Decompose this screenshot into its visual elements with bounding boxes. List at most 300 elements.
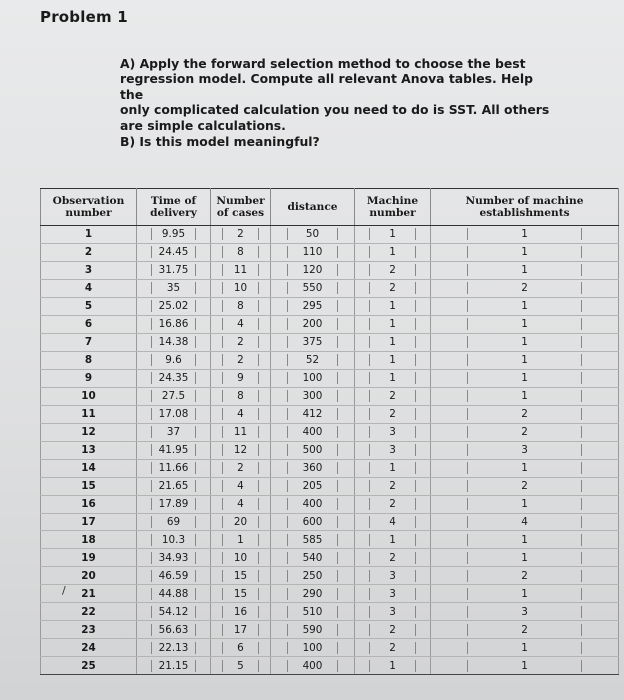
table-cell bbox=[211, 243, 271, 261]
table-row bbox=[41, 243, 619, 261]
cell-value: 41.95 bbox=[151, 444, 197, 456]
table-cell bbox=[431, 387, 619, 405]
question-line: A) Apply the forward selection method to choose the best bbox=[120, 56, 526, 71]
table-cell bbox=[211, 549, 271, 567]
table-cell bbox=[355, 333, 431, 351]
cell-value: 3 bbox=[369, 606, 416, 618]
table-cell bbox=[431, 639, 619, 657]
table-cell bbox=[355, 639, 431, 657]
table-cell bbox=[431, 531, 619, 549]
table-cell bbox=[431, 459, 619, 477]
question-line: are simple calculations. bbox=[120, 117, 286, 133]
cell-value: 35 bbox=[151, 282, 197, 294]
table-cell bbox=[431, 243, 619, 261]
table-cell bbox=[211, 639, 271, 657]
table-cell bbox=[137, 369, 211, 387]
table-cell bbox=[271, 279, 355, 297]
cell-value: 1 bbox=[467, 588, 581, 600]
cell-value: 2 bbox=[467, 282, 581, 294]
cell-value: 24.35 bbox=[151, 372, 197, 384]
observation-number-cell: 25 bbox=[41, 657, 137, 675]
table-cell bbox=[211, 369, 271, 387]
table-cell bbox=[137, 423, 211, 441]
table-cell bbox=[137, 387, 211, 405]
table-cell bbox=[431, 423, 619, 441]
table-row bbox=[41, 333, 619, 351]
cell-value: 11.66 bbox=[151, 462, 197, 474]
table-cell bbox=[211, 297, 271, 315]
table-cell bbox=[211, 226, 271, 244]
observation-number-cell: 8 bbox=[41, 351, 137, 369]
cell-value: 2 bbox=[467, 426, 581, 438]
observation-number-cell: 6 bbox=[41, 315, 137, 333]
table-cell bbox=[431, 549, 619, 567]
cell-value: 2 bbox=[222, 228, 259, 240]
cell-value: 4 bbox=[467, 516, 581, 528]
table-cell bbox=[355, 567, 431, 585]
table-cell bbox=[137, 603, 211, 621]
table-row bbox=[41, 567, 619, 585]
cell-value: 1 bbox=[369, 300, 416, 312]
table-row bbox=[41, 657, 619, 675]
cell-value: 510 bbox=[287, 606, 339, 618]
cell-value: 10 bbox=[222, 282, 259, 294]
cell-value: 24.45 bbox=[151, 246, 197, 258]
cell-value: 1 bbox=[467, 498, 581, 510]
cell-value: 100 bbox=[287, 642, 339, 654]
table-cell bbox=[271, 226, 355, 244]
cell-value: 3 bbox=[369, 588, 416, 600]
cell-value: 1 bbox=[467, 300, 581, 312]
cell-value: 10 bbox=[222, 552, 259, 564]
cell-value: 2 bbox=[369, 390, 416, 402]
table-cell bbox=[431, 315, 619, 333]
cell-value: 22.13 bbox=[151, 642, 197, 654]
cell-value: 14.38 bbox=[151, 336, 197, 348]
observation-number-cell: 4 bbox=[41, 279, 137, 297]
cell-value: 2 bbox=[369, 480, 416, 492]
cell-value: 2 bbox=[222, 462, 259, 474]
cell-value: 54.12 bbox=[151, 606, 197, 618]
column-header: distance bbox=[271, 189, 355, 226]
table-cell bbox=[355, 531, 431, 549]
cell-value: 2 bbox=[369, 552, 416, 564]
cell-value: 2 bbox=[369, 408, 416, 420]
table-cell bbox=[355, 621, 431, 639]
table-cell bbox=[271, 387, 355, 405]
table-cell bbox=[137, 279, 211, 297]
cell-value: 1 bbox=[467, 246, 581, 258]
table-cell bbox=[355, 315, 431, 333]
cell-value: 8 bbox=[222, 246, 259, 258]
table-row bbox=[41, 477, 619, 495]
table-cell bbox=[137, 351, 211, 369]
table-cell bbox=[431, 261, 619, 279]
cell-value: 1 bbox=[467, 354, 581, 366]
table-cell bbox=[211, 333, 271, 351]
table-cell bbox=[431, 297, 619, 315]
table-cell bbox=[211, 477, 271, 495]
table-cell bbox=[271, 351, 355, 369]
table-cell bbox=[355, 495, 431, 513]
cell-value: 4 bbox=[369, 516, 416, 528]
cell-value: 25.02 bbox=[151, 300, 197, 312]
table-row bbox=[41, 315, 619, 333]
cell-value: 1 bbox=[467, 534, 581, 546]
question-line: regression model. Compute all relevant Anova tables. Help the bbox=[120, 71, 533, 102]
table-cell bbox=[271, 333, 355, 351]
observation-number-cell: 9 bbox=[41, 369, 137, 387]
cell-value: 1 bbox=[369, 372, 416, 384]
cell-value: 3 bbox=[467, 444, 581, 456]
cell-value: 2 bbox=[222, 336, 259, 348]
table-cell bbox=[211, 315, 271, 333]
cell-value: 290 bbox=[287, 588, 339, 600]
data-table-container bbox=[40, 188, 618, 675]
table-row bbox=[41, 621, 619, 639]
cell-value: 3 bbox=[467, 606, 581, 618]
table-cell bbox=[355, 351, 431, 369]
table-cell bbox=[137, 585, 211, 603]
table-cell bbox=[211, 567, 271, 585]
table-cell bbox=[271, 531, 355, 549]
cell-value: 31.75 bbox=[151, 264, 197, 276]
table-cell bbox=[431, 513, 619, 531]
cell-value: 300 bbox=[287, 390, 339, 402]
cell-value: 8 bbox=[222, 300, 259, 312]
table-row bbox=[41, 531, 619, 549]
cell-value: 16.86 bbox=[151, 318, 197, 330]
cell-value: 4 bbox=[222, 318, 259, 330]
table-cell bbox=[271, 567, 355, 585]
table-cell bbox=[137, 513, 211, 531]
cell-value: 5 bbox=[222, 660, 259, 672]
table-cell bbox=[271, 495, 355, 513]
table-cell bbox=[271, 585, 355, 603]
table-cell bbox=[137, 477, 211, 495]
table-cell bbox=[431, 279, 619, 297]
cell-value: 1 bbox=[467, 372, 581, 384]
cell-value: 1 bbox=[467, 660, 581, 672]
table-cell bbox=[355, 585, 431, 603]
cell-value: 500 bbox=[287, 444, 339, 456]
cell-value: 1 bbox=[467, 390, 581, 402]
table-cell bbox=[355, 459, 431, 477]
table-row bbox=[41, 297, 619, 315]
table-cell bbox=[211, 513, 271, 531]
table-header-row bbox=[41, 189, 619, 226]
cell-value: 590 bbox=[287, 624, 339, 636]
table-cell bbox=[211, 657, 271, 675]
observation-number-cell: 15 bbox=[41, 477, 137, 495]
cell-value: 17.89 bbox=[151, 498, 197, 510]
table-cell bbox=[271, 477, 355, 495]
table-cell bbox=[271, 423, 355, 441]
table-row bbox=[41, 495, 619, 513]
column-header: Observation number bbox=[41, 189, 137, 226]
table-cell bbox=[211, 261, 271, 279]
table-cell bbox=[355, 603, 431, 621]
table-cell bbox=[355, 477, 431, 495]
cell-value: 550 bbox=[287, 282, 339, 294]
cell-value: 1 bbox=[467, 462, 581, 474]
observation-number-cell: 24 bbox=[41, 639, 137, 657]
cell-value: 1 bbox=[369, 354, 416, 366]
cell-value: 4 bbox=[222, 498, 259, 510]
table-cell bbox=[355, 369, 431, 387]
cell-value: 200 bbox=[287, 318, 339, 330]
observation-number-cell: 21 bbox=[41, 585, 137, 603]
cell-value: 16 bbox=[222, 606, 259, 618]
cell-value: 15 bbox=[222, 588, 259, 600]
cell-value: 27.5 bbox=[151, 390, 197, 402]
table-row bbox=[41, 603, 619, 621]
table-cell bbox=[431, 226, 619, 244]
table-cell bbox=[271, 603, 355, 621]
question-line: only complicated calculation you need to do is SST. All others bbox=[120, 102, 550, 118]
cell-value: 110 bbox=[287, 246, 339, 258]
cell-value: 37 bbox=[151, 426, 197, 438]
table-cell bbox=[137, 495, 211, 513]
cell-value: 21.15 bbox=[151, 660, 197, 672]
table-cell bbox=[211, 621, 271, 639]
pen-mark: / bbox=[62, 584, 66, 597]
cell-value: 120 bbox=[287, 264, 339, 276]
table-cell bbox=[431, 405, 619, 423]
observation-number-cell: 10 bbox=[41, 387, 137, 405]
cell-value: 20 bbox=[222, 516, 259, 528]
cell-value: 400 bbox=[287, 498, 339, 510]
table-cell bbox=[137, 261, 211, 279]
table-cell bbox=[137, 441, 211, 459]
observation-number-cell: 5 bbox=[41, 297, 137, 315]
cell-value: 540 bbox=[287, 552, 339, 564]
table-cell bbox=[211, 441, 271, 459]
table-cell bbox=[137, 459, 211, 477]
table-cell bbox=[355, 423, 431, 441]
cell-value: 600 bbox=[287, 516, 339, 528]
table-cell bbox=[355, 279, 431, 297]
table-cell bbox=[355, 243, 431, 261]
table-cell bbox=[431, 441, 619, 459]
table-body bbox=[41, 226, 619, 675]
cell-value: 400 bbox=[287, 660, 339, 672]
table-cell bbox=[355, 441, 431, 459]
column-header: Time of delivery bbox=[137, 189, 211, 226]
question-line: B) Is this model meaningful? bbox=[120, 134, 320, 150]
table-cell bbox=[271, 657, 355, 675]
cell-value: 1 bbox=[369, 228, 416, 240]
cell-value: 2 bbox=[467, 408, 581, 420]
table-row bbox=[41, 387, 619, 405]
table-cell bbox=[211, 495, 271, 513]
table-cell bbox=[271, 459, 355, 477]
cell-value: 50 bbox=[287, 228, 339, 240]
cell-value: 3 bbox=[369, 570, 416, 582]
cell-value: 11 bbox=[222, 426, 259, 438]
cell-value: 3 bbox=[369, 444, 416, 456]
cell-value: 1 bbox=[467, 228, 581, 240]
cell-value: 2 bbox=[369, 498, 416, 510]
table-row bbox=[41, 423, 619, 441]
cell-value: 4 bbox=[222, 480, 259, 492]
table-row bbox=[41, 585, 619, 603]
cell-value: 3 bbox=[369, 426, 416, 438]
cell-value: 2 bbox=[467, 624, 581, 636]
question-text bbox=[120, 56, 560, 149]
observation-number-cell: 17 bbox=[41, 513, 137, 531]
observation-number-cell: 18 bbox=[41, 531, 137, 549]
table-cell bbox=[211, 531, 271, 549]
table-cell bbox=[355, 261, 431, 279]
cell-value: 11 bbox=[222, 264, 259, 276]
cell-value: 295 bbox=[287, 300, 339, 312]
observation-number-cell: 11 bbox=[41, 405, 137, 423]
table-cell bbox=[271, 243, 355, 261]
cell-value: 21.65 bbox=[151, 480, 197, 492]
table-cell bbox=[431, 603, 619, 621]
table-cell bbox=[355, 405, 431, 423]
table-row bbox=[41, 549, 619, 567]
cell-value: 46.59 bbox=[151, 570, 197, 582]
table-row bbox=[41, 459, 619, 477]
cell-value: 1 bbox=[369, 462, 416, 474]
cell-value: 9.6 bbox=[151, 354, 197, 366]
observation-number-cell: 1 bbox=[41, 226, 137, 244]
cell-value: 585 bbox=[287, 534, 339, 546]
observation-number-cell: 22 bbox=[41, 603, 137, 621]
table-cell bbox=[211, 603, 271, 621]
table-row bbox=[41, 226, 619, 244]
cell-value: 360 bbox=[287, 462, 339, 474]
cell-value: 34.93 bbox=[151, 552, 197, 564]
table-row bbox=[41, 351, 619, 369]
table-cell bbox=[431, 621, 619, 639]
table-cell bbox=[137, 549, 211, 567]
column-header: Number of machine establishments bbox=[431, 189, 619, 226]
cell-value: 69 bbox=[151, 516, 197, 528]
table-cell bbox=[137, 639, 211, 657]
cell-value: 17 bbox=[222, 624, 259, 636]
column-header: Machine number bbox=[355, 189, 431, 226]
table-cell bbox=[137, 405, 211, 423]
table-cell bbox=[431, 657, 619, 675]
cell-value: 375 bbox=[287, 336, 339, 348]
table-cell bbox=[211, 459, 271, 477]
table-cell bbox=[431, 477, 619, 495]
observation-number-cell: 14 bbox=[41, 459, 137, 477]
table-row bbox=[41, 513, 619, 531]
table-cell bbox=[431, 585, 619, 603]
cell-value: 2 bbox=[467, 480, 581, 492]
table-cell bbox=[137, 621, 211, 639]
table-cell bbox=[137, 243, 211, 261]
table-cell bbox=[137, 567, 211, 585]
table-cell bbox=[271, 513, 355, 531]
table-cell bbox=[355, 226, 431, 244]
table-cell bbox=[211, 279, 271, 297]
observation-number-cell: 23 bbox=[41, 621, 137, 639]
cell-value: 1 bbox=[369, 336, 416, 348]
table-cell bbox=[271, 369, 355, 387]
cell-value: 1 bbox=[467, 318, 581, 330]
observation-number-cell: 7 bbox=[41, 333, 137, 351]
cell-value: 12 bbox=[222, 444, 259, 456]
cell-value: 44.88 bbox=[151, 588, 197, 600]
cell-value: 6 bbox=[222, 642, 259, 654]
table-row bbox=[41, 279, 619, 297]
data-table bbox=[40, 188, 619, 675]
cell-value: 4 bbox=[222, 408, 259, 420]
cell-value: 412 bbox=[287, 408, 339, 420]
observation-number-cell: 12 bbox=[41, 423, 137, 441]
table-cell bbox=[431, 369, 619, 387]
table-cell bbox=[137, 315, 211, 333]
cell-value: 205 bbox=[287, 480, 339, 492]
table-cell bbox=[355, 657, 431, 675]
cell-value: 250 bbox=[287, 570, 339, 582]
table-cell bbox=[271, 639, 355, 657]
table-cell bbox=[137, 333, 211, 351]
cell-value: 17.08 bbox=[151, 408, 197, 420]
table-cell bbox=[431, 567, 619, 585]
cell-value: 2 bbox=[369, 282, 416, 294]
observation-number-cell: 19 bbox=[41, 549, 137, 567]
column-header: Number of cases bbox=[211, 189, 271, 226]
cell-value: 1 bbox=[467, 264, 581, 276]
cell-value: 1 bbox=[467, 336, 581, 348]
table-cell bbox=[137, 531, 211, 549]
table-row bbox=[41, 441, 619, 459]
table-row bbox=[41, 261, 619, 279]
cell-value: 10.3 bbox=[151, 534, 197, 546]
cell-value: 15 bbox=[222, 570, 259, 582]
table-cell bbox=[271, 405, 355, 423]
cell-value: 9 bbox=[222, 372, 259, 384]
table-cell bbox=[431, 351, 619, 369]
table-cell bbox=[355, 513, 431, 531]
table-cell bbox=[271, 549, 355, 567]
table-cell bbox=[211, 387, 271, 405]
cell-value: 8 bbox=[222, 390, 259, 402]
cell-value: 2 bbox=[369, 624, 416, 636]
table-row bbox=[41, 369, 619, 387]
table-cell bbox=[271, 261, 355, 279]
cell-value: 2 bbox=[369, 642, 416, 654]
cell-value: 1 bbox=[222, 534, 259, 546]
cell-value: 1 bbox=[369, 660, 416, 672]
observation-number-cell: 2 bbox=[41, 243, 137, 261]
table-cell bbox=[211, 423, 271, 441]
cell-value: 400 bbox=[287, 426, 339, 438]
cell-value: 2 bbox=[467, 570, 581, 582]
problem-title: Problem 1 bbox=[40, 8, 128, 26]
table-cell bbox=[137, 226, 211, 244]
table-cell bbox=[271, 621, 355, 639]
cell-value: 52 bbox=[287, 354, 339, 366]
cell-value: 1 bbox=[369, 534, 416, 546]
table-cell bbox=[137, 657, 211, 675]
cell-value: 100 bbox=[287, 372, 339, 384]
cell-value: 1 bbox=[369, 246, 416, 258]
table-cell bbox=[355, 297, 431, 315]
cell-value: 2 bbox=[222, 354, 259, 366]
table-cell bbox=[431, 495, 619, 513]
observation-number-cell: 16 bbox=[41, 495, 137, 513]
cell-value: 2 bbox=[369, 264, 416, 276]
observation-number-cell: 3 bbox=[41, 261, 137, 279]
cell-value: 1 bbox=[369, 318, 416, 330]
